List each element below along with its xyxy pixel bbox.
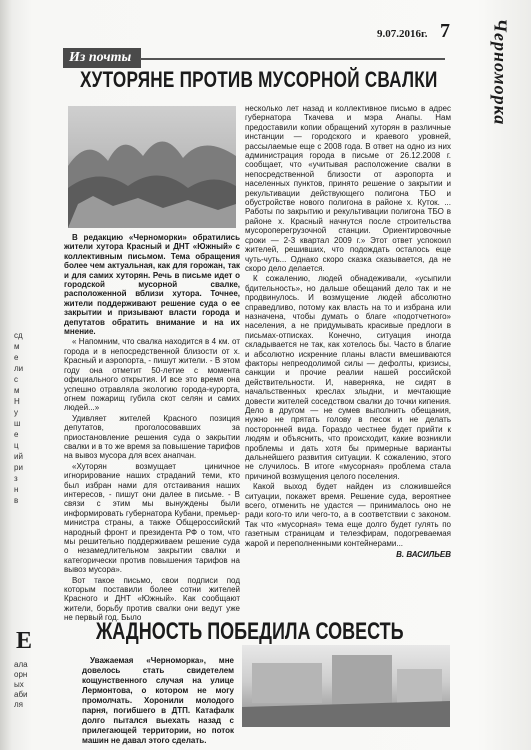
clipped-text: м [14,342,20,351]
page-fold [0,0,12,750]
article-paragraph: несколько лет назад и коллективное письмо в адрес губернатора Ткачева и мэра Анапы. Нам предоставили копии обращений хуторян в различные инстанции — городского и краевого уровней, рассылаемые еще с 2008 года. В ответ на одно из них администрация города в письме от 26.12.2008 г. сообщает, что «учитывая расположение свалки в непосредственной близости от аэропорта и населенных пунктов, принято решение о закрытии и рекультивации действующего полигона ТБО и обустройстве нового полигона в районе х. Куток. ... Работы по закрытию и рекультивации полигона ТБО в районе х. Красный начнутся после строительства мусороперегрузочной станции. Ориентировочные сроки — 2-3 квартал 2009 г.» Этот ответ успокоил жителей, решивших, что подождать осталось еще чуть-чуть... Однако скоро сказка сказывается, да не скоро дело делается. [245,104,451,273]
article-right-column [245,104,451,560]
clipped-text: н [14,485,19,494]
article-title: ХУТОРЯНЕ ПРОТИВ МУСОРНОЙ СВАЛКИ [80,67,438,92]
clipped-text: ц [14,441,19,450]
second-article-paragraph: Уважаемая «Черноморка», мне довелось стать свидетелем кощунственного случая на улице Лермонтова, о котором не могу промолчать. Хоронили молодого парня, погибшего в ДТП. Катафалк долго пытался выехать назад с прилегающей территории, но поток машин не давал этого сделать. [82,656,234,745]
second-article-photo [242,645,450,727]
clipped-text: у [14,408,18,417]
article-left-column [64,233,240,624]
article-signature: В. ВАСИЛЬЕВ [396,550,451,560]
article-paragraph: К сожалению, людей обнадеживали, «усыпили бдительность», но дальше обещаний дело так и не продвинулось. И возмущение людей абсолютно справедливо, потому как власть на то и избрана или назначена, чтобы думать о благе «подотчетного» населения, а не придумывать красивые предлоги в письмах-отписках. Конечно, ситуация иногда складывается не так, как хотелось бы. Часто в благие и абсолютно искренние планы власти вмешиваются факторы непреодолимой силы — дефолты, кризисы, санкции и прочие реалии нашей российской действительности. И, наверняка, не сидят в начальственных креслах злыдни, и мечтающие довести жителей соседством свалки до точки кипения. Дело в другом — не сумев выполнить обещания, нужно не прятать голову в песок и не делать посторонней вида. Гораздо честнее будет прийти к людям и объяснить, что происходит, какие возникли проблемы и дать хотя бы примерные варианты дальнейшего развития ситуации. К сожалению, этого не случилось. В итоге «мусорная» проблема стала причиной возмущения целого поселения. [245,274,451,481]
clipped-text: орн [14,670,28,679]
masthead [470,18,511,161]
clipped-text: з [14,474,18,483]
clipped-text: ых [14,680,24,689]
clipped-text: м [14,386,20,395]
left-clipped-column [14,330,52,506]
clipped-text: ли [14,364,24,373]
article-photo [68,106,236,228]
rubric-label: Из почты [63,48,141,68]
clipped-text: ля [14,700,23,709]
clipped-text: ий [14,452,23,461]
rubric-rule [140,58,445,60]
article-paragraph: Вот такое письмо, свои подписи под которым поставили более сотни жителей Красного и ДНТ «Южный». Как сообщают жители, борьбу против свалки они ведут уже не первый год. Было [64,575,240,623]
bushes-photo-illustration [68,106,236,228]
masthead-title: Черноморка [490,18,511,126]
second-article-text [82,656,234,746]
clipped-headline-letter: Е [16,628,33,654]
page-number: 7 [440,20,450,42]
clipped-text: е [14,353,19,362]
article-paragraph: «Хуторян возмущает циничное игнорирование наших страданий теми, кто был избран нами для отстаивания наших интересов, - пишут они далее в письме. - В связи с этим мы вынуждены были информировать губернатора Кубани, премьер-министра страны, а также Общероссийский народный фронт и президента РФ о том, что мы решительно поддерживаем решение суда о незамедлительном закрытии свалки и категорически против повышения тарифов на вывоз мусора». [64,461,240,575]
clipped-text: Н [14,397,20,406]
clipped-text: е [14,430,19,439]
left-clipped-column-bottom [14,660,28,710]
clipped-text: сд [14,331,23,340]
article-lead: В редакцию «Черноморки» обратились жители хутора Красный и ДНТ «Южный» с коллективным письмом. Тема обращения более чем актуальная, как для горожан, так и для самих хуторян. Речь в письме идет о городской мусорной свалке, расположенной вблизи хутора. Точнее, жители поддерживают решение суда о ее закрытии и призывают власти города и депутатов обратить внимание и на их мнение. [64,233,240,337]
clipped-text: ала [14,660,28,669]
clipped-text: в [14,496,19,505]
article-paragraph: Удивляет жителей Красного позиция депутатов, проголосовавших за приостановление решения суда о закрытии свалки и в то же время за повышение тарифов на вывоз мусора для всех анапчан. [64,413,240,461]
street-photo-illustration [242,645,450,727]
clipped-text: ри [14,463,23,472]
clipped-text: ш [14,419,21,428]
issue-date: 9.07.2016г. [377,28,428,40]
second-article-title: ЖАДНОСТЬ ПОБЕДИЛА СОВЕСТЬ [96,618,404,645]
article-paragraph: Какой выход будет найден из сложившейся ситуации, покажет время. Решение суда, вероятнее всего, отменить не удастся — принималось оно не ради кого-то или чего-то, а в соответствии с законом. Так что «мусорная» тема еще долго будет гулять по газетным страницам и телеэфирам, подогреваемая жарой и переполненными контейнерами... [245,482,451,548]
article-paragraph: « Напомним, что свалка находится в 4 км. от города и в непосредственной близости от х. Красный и аэропорта, - пишут жители. - В этом году она отметит 50-летие с момента официального открытия. И все это время она успешно отравляла экологию города-курорта, огнем пожарищ губила скот селян и самих людей...» [64,337,240,413]
clipped-text: аби [14,690,28,699]
clipped-text: с [14,375,18,384]
